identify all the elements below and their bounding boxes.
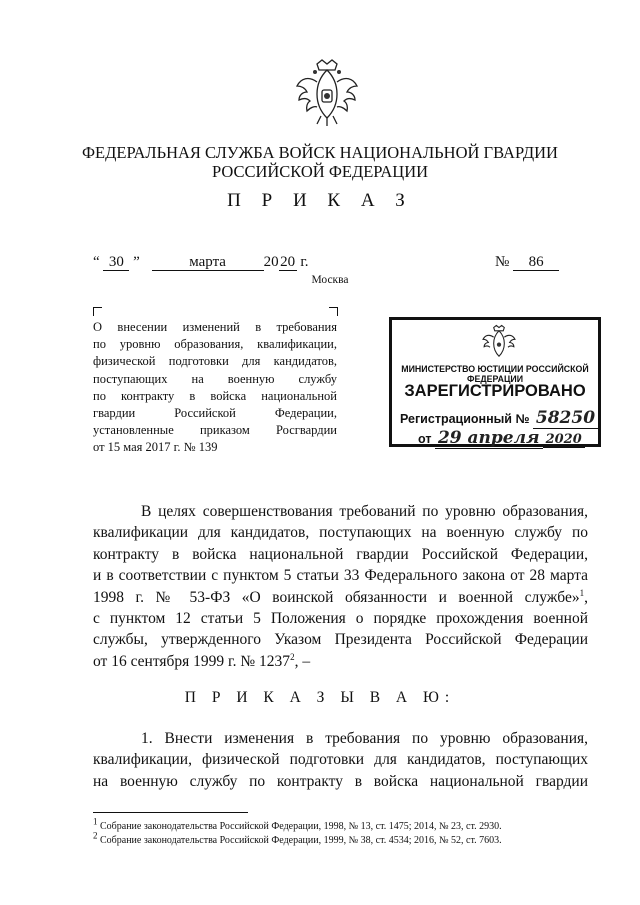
subject-line: О внесении изменений в требования: [93, 320, 337, 334]
preamble-line: контракту в войска национальной гвардии Российской Федерации,: [93, 545, 588, 563]
preamble-line: [93, 651, 588, 672]
quote-open: “: [93, 254, 100, 270]
order-subject: [93, 319, 337, 457]
date-month: марта: [152, 254, 264, 271]
stamp-date-row: [418, 428, 585, 448]
order-number: [495, 254, 559, 271]
number-label: №: [495, 254, 510, 270]
number-value: 86: [513, 254, 559, 271]
organization-name-line1: ФЕДЕРАЛЬНАЯ СЛУЖБА ВОЙСК НАЦИОНАЛЬНОЙ ГВАРДИИ: [82, 143, 558, 162]
stamp-date-handwritten: 29 апреля: [435, 428, 543, 449]
footnote-1: [93, 816, 593, 833]
item-line: 1. Внести изменения в требования по уровню образования,: [141, 730, 588, 747]
stamp-reg-number-row: [400, 408, 598, 428]
item-1-paragraph: [93, 728, 588, 792]
stamp-date-label: от: [418, 432, 432, 446]
preamble-line: с пунктом 12 статьи 5 Положения о порядке прохождения военной: [93, 610, 588, 628]
item-line: на военную службу по контракту в войска национальной гвардии: [93, 772, 588, 790]
footnote-num: 2: [93, 830, 98, 841]
preamble-line: и в соответствии с пунктом 5 статьи 33 Федерального закона от 28 марта: [93, 567, 588, 585]
footnote-ref-2: 2: [290, 651, 295, 662]
bracket-top-left: [93, 307, 102, 316]
preamble-paragraph: [93, 501, 588, 672]
registration-stamp: [389, 317, 601, 447]
date-year-unit: г.: [300, 254, 309, 270]
date-year-suffix: 20: [280, 254, 296, 270]
preamble-line-text: от 16 сентября 1999 г. № 1237: [93, 652, 291, 670]
footnote-text: Собрание законодательства Российской Федерации, 1998, № 13, ст. 1475; 2014, № 23, ст. 2930.: [100, 821, 502, 832]
stamp-emblem-icon: [482, 324, 516, 362]
date-line: [93, 254, 309, 271]
stamp-ministry: МИНИСТЕРСТВО ЮСТИЦИИ РОССИЙСКОЙ ФЕДЕРАЦИИ: [401, 364, 589, 384]
coat-of-arms-emblem: [295, 58, 359, 128]
footnote-2: [93, 830, 593, 847]
stamp-reg-number: 58250: [533, 408, 598, 429]
bracket-top-right: [329, 307, 338, 316]
date-day: 30: [103, 254, 129, 271]
quote-close: ”: [133, 254, 140, 270]
preamble-line: [93, 587, 588, 608]
preamble-line: В целях совершенствования требований по уровню образования,: [141, 503, 588, 520]
stamp-date-year: 2020: [543, 432, 585, 448]
footnote-text: Собрание законодательства Российской Федерации, 1999, № 38, ст. 4534; 2016, № 52, ст. 7603.: [100, 835, 502, 846]
preamble-line-text: 1998 г. № 53-ФЗ «О воинской обязанности и военной службе»: [93, 588, 580, 606]
preamble-punct: , –: [294, 652, 311, 670]
subject-line: гвардии Российской Федерации,: [93, 406, 337, 421]
document-title: П Р И К А З: [227, 190, 413, 211]
footnote-separator: [93, 812, 248, 813]
subject-line: поступающих на военную службу: [93, 371, 337, 386]
order-operative-word: П Р И К А З Ы В А Ю:: [184, 689, 456, 706]
subject-line: установленные приказом Росгвардии: [93, 423, 337, 438]
stamp-registered: ЗАРЕГИСТРИРОВАНО: [404, 382, 586, 400]
footnote-ref-1: 1: [579, 587, 585, 598]
subject-line: по контракту в войска национальной: [93, 388, 337, 403]
city: Москва: [311, 274, 349, 286]
subject-line: по уровню образования, квалификации,: [93, 337, 337, 352]
date-year-prefix: 20: [263, 254, 279, 270]
organization-name-line2: РОССИЙСКОЙ ФЕДЕРАЦИИ: [211, 162, 429, 181]
subject-line: от 15 мая 2017 г. № 139: [93, 440, 218, 455]
preamble-punct: ,: [584, 588, 588, 606]
preamble-line: службы, утвержденного Указом Президента Российской Федерации: [93, 631, 588, 649]
footnote-num: 1: [93, 816, 98, 827]
preamble-line: квалификации для кандидатов, поступающих на военную службу по: [93, 524, 588, 542]
stamp-reg-label: Регистрационный №: [400, 412, 530, 426]
subject-line: физической подготовки для кандидатов,: [93, 354, 337, 369]
item-line: квалификации, физической подготовки для кандидатов, поступающих: [93, 751, 588, 769]
